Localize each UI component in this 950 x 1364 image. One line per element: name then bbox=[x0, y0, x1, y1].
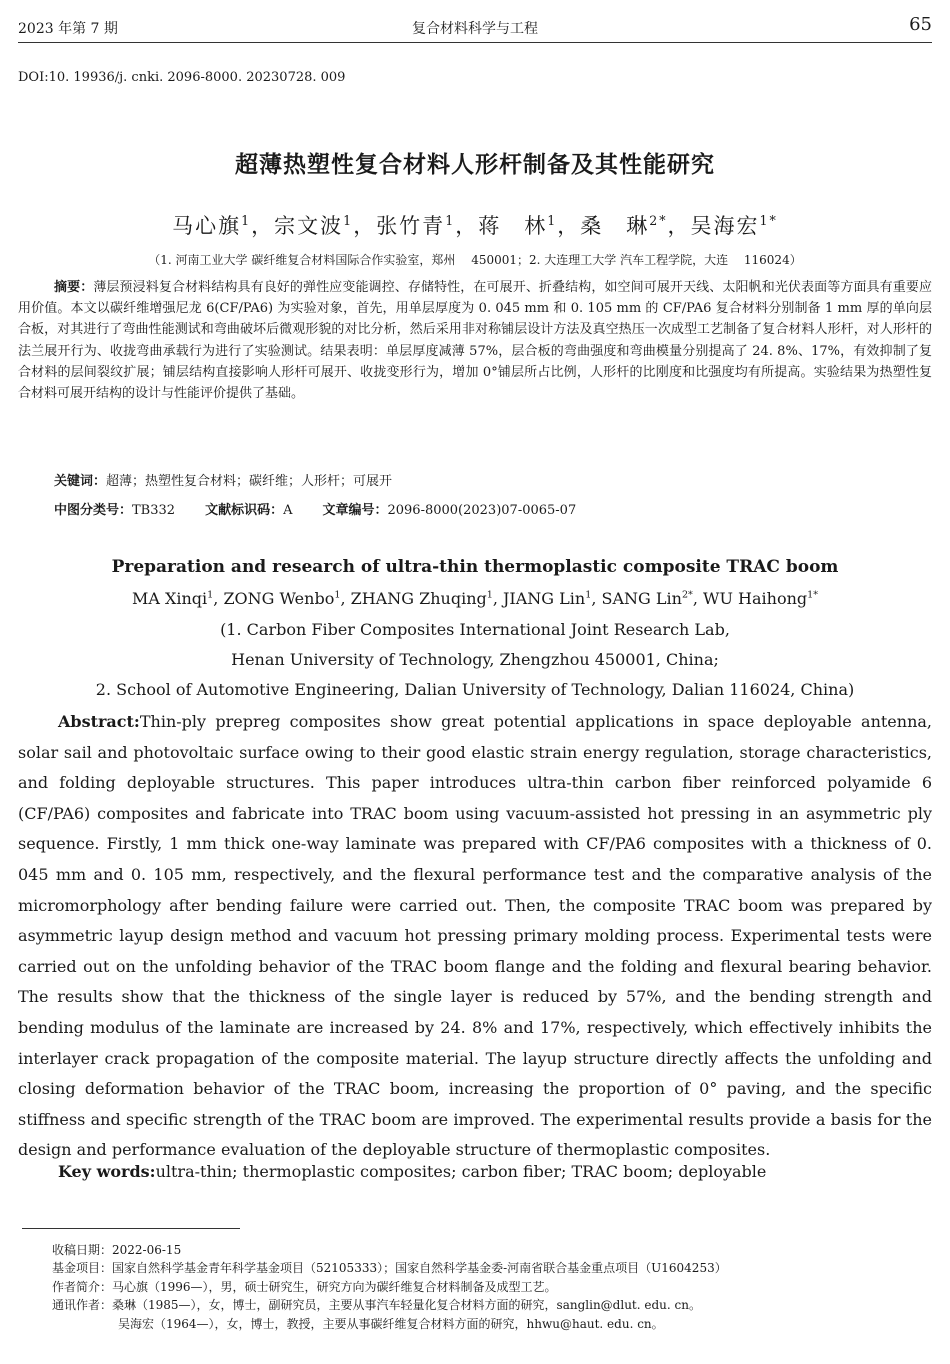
footnotes bbox=[52, 1241, 932, 1333]
cn-affiliation: （1. 河南工业大学 碳纤维复合材料国际合作实验室，郑州 450001；2. 大连理工大学 汽车工程学院，大连 116024） bbox=[148, 253, 802, 267]
class-value: TB332 bbox=[132, 503, 176, 518]
author-name: 马心旗 bbox=[172, 214, 242, 238]
author-affil-sup: 1 bbox=[547, 213, 558, 228]
en-keywords-label: Key words: bbox=[58, 1162, 156, 1181]
en-keywords bbox=[58, 1162, 766, 1181]
author-affil-sup: 1* bbox=[807, 589, 819, 601]
author-affil-sup: 1 bbox=[241, 213, 252, 228]
cn-authors bbox=[0, 210, 950, 240]
author-separator: , bbox=[213, 589, 224, 608]
author-affil-sup: 2* bbox=[649, 213, 668, 228]
footnote-label: 收稿日期： bbox=[52, 1243, 113, 1257]
en-abstract-label: Abstract: bbox=[58, 712, 140, 731]
author-affil-sup: 2* bbox=[681, 589, 693, 601]
en-abstract bbox=[18, 707, 932, 1166]
footnote-text: 吴海宏（1964—），女，博士，教授，主要从事碳纤维复合材料方面的研究，hhwu@haut. edu. cn。 bbox=[118, 1316, 664, 1331]
cn-keywords bbox=[54, 470, 934, 489]
running-header bbox=[18, 14, 932, 43]
cn-keywords-label: 关键词： bbox=[54, 474, 107, 489]
author-affil-sup: 1 bbox=[486, 589, 493, 601]
author-name: ZHANG Zhuqing bbox=[350, 589, 487, 608]
footnote-text: 2022-06-15 bbox=[112, 1243, 182, 1257]
author-separator: ， bbox=[667, 214, 691, 238]
author-affil-sup: 1* bbox=[759, 213, 778, 228]
journal-name: 复合材料科学与工程 bbox=[412, 21, 538, 37]
author-affil-sup: 1 bbox=[334, 589, 341, 601]
author-affil-sup: 1 bbox=[343, 213, 354, 228]
cn-abstract-label: 摘要： bbox=[54, 280, 94, 295]
doccode-label: 文献标识码： bbox=[205, 503, 284, 518]
footnote-label: 通讯作者： bbox=[52, 1298, 113, 1313]
footnote-divider bbox=[22, 1228, 240, 1229]
doi: DOI:10. 19936/j. cnki. 2096-8000. 20230728. 009 bbox=[18, 70, 346, 85]
class-label: 中图分类号： bbox=[54, 503, 133, 518]
footnote-author-bio bbox=[52, 1278, 932, 1296]
doccode-value: A bbox=[283, 503, 293, 518]
cn-classification bbox=[54, 499, 934, 518]
en-affiliation-line: 2. School of Automotive Engineering, Dalian University of Technology, Dalian 116024, China) bbox=[95, 680, 855, 699]
author-separator: , bbox=[340, 589, 351, 608]
en-affiliation-line: Henan University of Technology, Zhengzhou 450001, China; bbox=[231, 650, 719, 669]
author-name: WU Haihong bbox=[703, 589, 808, 608]
author-separator: , bbox=[692, 589, 704, 608]
article-label: 文章编号： bbox=[322, 503, 388, 518]
author-separator: , bbox=[492, 589, 504, 608]
page-number: 65 bbox=[909, 14, 932, 35]
author-name: JIANG Lin bbox=[503, 589, 586, 608]
cn-keywords-text: 超薄；热塑性复合材料；碳纤维；人形杆；可展开 bbox=[106, 474, 393, 489]
author-affil-sup: 1 bbox=[585, 589, 592, 601]
footnote-text: 桑琳（1985—），女，博士，副研究员，主要从事汽车轻量化复合材料方面的研究，sanglin@dlut. edu. cn。 bbox=[112, 1298, 701, 1313]
en-affiliation-line: (1. Carbon Fiber Composites International Joint Research Lab, bbox=[220, 620, 730, 639]
author-name: SANG Lin bbox=[601, 589, 682, 608]
article-value: 2096-8000(2023)07-0065-07 bbox=[387, 503, 577, 518]
footnote-label: 作者简介： bbox=[52, 1279, 113, 1294]
footnote-received bbox=[52, 1241, 932, 1259]
cn-title: 超薄热塑性复合材料人形杆制备及其性能研究 bbox=[235, 152, 715, 178]
footnote-corresponding-2 bbox=[52, 1315, 932, 1333]
author-name: 张竹青 bbox=[376, 214, 446, 238]
en-abstract-text: Thin-ply prepreg composites show great potential applications in space deployable antenna, solar sail and photovoltaic surface owing to their good elastic strain energy regulation, storage characteristics, and folding deployable structures. This paper introduces ultra-thin carbon fiber reinforced polyamide 6 (CF/PA6) composites and fabricate into TRAC boom using vacuum-assisted hot pressing in an asymmetric ply sequence. Firstly, 1 mm thick one-way laminate was prepared with CF/PA6 composites with a thickness of 0. 045 mm and 0. 105 mm, respectively, and the flexural performance test and the comparative analysis of the micromorphology after bending failure were carried out. Then, the composite TRAC boom was prepared by asymmetric layup design method and vacuum hot pressing primary molding process. Experimental tests were carried out on the unfolding behavior of the TRAC boom flange and the folding and flexural bearing behavior. The results show that the thickness of the single layer is reduced by 57%, and the bending strength and bending modulus of the laminate are increased by 24. 8% and 17%, respectively, which effectively inhibits the interlayer crack propagation of the composite material. The layup structure directly affects the unfolding and closing deformation behavior of the TRAC boom, increasing the proportion of 0° paving, and the specific stiffness and specific strength of the TRAC boom are improved. The experimental results provide a basis for the design and performance evaluation of the deployable structure of thermoplastic composites. bbox=[18, 712, 932, 1160]
author-name: 蒋 林 bbox=[478, 214, 548, 238]
en-title: Preparation and research of ultra-thin thermoplastic composite TRAC boom bbox=[111, 557, 839, 577]
footnote-text: 国家自然科学基金青年科学基金项目（52105333）；国家自然科学基金委-河南省联合基金重点项目（U1604253） bbox=[112, 1261, 727, 1276]
author-separator: ， bbox=[557, 214, 581, 238]
author-affil-sup: 1 bbox=[445, 213, 456, 228]
author-name: MA Xinqi bbox=[131, 589, 208, 608]
cn-abstract-text: 薄层预浸料复合材料结构具有良好的弹性应变能调控、存储特性，在可展开、折叠结构，如空间可展开天线、太阳帆和光伏表面等方面具有重要应用价值。本文以碳纤维增强尼龙 6(CF/PA6) 为实验对象，首先，用单层厚度为 0. 045 mm 和 0. 105 mm 的 CF/PA6 复合材料分别制备 1 mm 厚的单向层合板，对其进行了弯曲性能测试和弯曲破坏后微观形貌的对比分析，然后采用非对称铺层设计方法及真空热压一次成型工艺制备了复合材料人形杆，对人形杆的法兰展开行为、收拢弯曲承载行为进行了实验测试。结果表明：单层厚度减薄 57%，层合板的弯曲强度和弯曲模量分别提高了 24. 8%、17%，有效抑制了复合材料的层间裂纹扩展；铺层结构直接影响人形杆可展开、收拢变形行为，增加 0°铺层所占比例，人形杆的比刚度和比强度均有所提高。实验结果为热塑性复合材料可展开结构的设计与性能评价提供了基础。 bbox=[18, 280, 932, 402]
author-name: ZONG Wenbo bbox=[223, 589, 335, 608]
issue-label: 2023 年第 7 期 bbox=[18, 21, 118, 37]
author-separator: , bbox=[591, 589, 602, 608]
footnote-label: 基金项目： bbox=[52, 1261, 113, 1276]
footnote-text: 马心旗（1996—），男，硕士研究生，研究方向为碳纤维复合材料制备及成型工艺。 bbox=[112, 1279, 557, 1294]
cn-abstract bbox=[18, 277, 932, 404]
footnote-corresponding bbox=[52, 1296, 932, 1314]
author-affil-sup: 1 bbox=[207, 589, 214, 601]
author-name: 桑 琳 bbox=[580, 214, 650, 238]
author-name: 吴海宏 bbox=[690, 214, 760, 238]
author-separator: ， bbox=[455, 214, 479, 238]
author-name: 宗文波 bbox=[274, 214, 344, 238]
author-separator: ， bbox=[353, 214, 377, 238]
author-separator: ， bbox=[251, 214, 275, 238]
en-authors bbox=[0, 589, 950, 608]
en-keywords-text: ultra-thin; thermoplastic composites; carbon fiber; TRAC boom; deployable bbox=[155, 1162, 767, 1181]
footnote-funding bbox=[52, 1259, 932, 1277]
